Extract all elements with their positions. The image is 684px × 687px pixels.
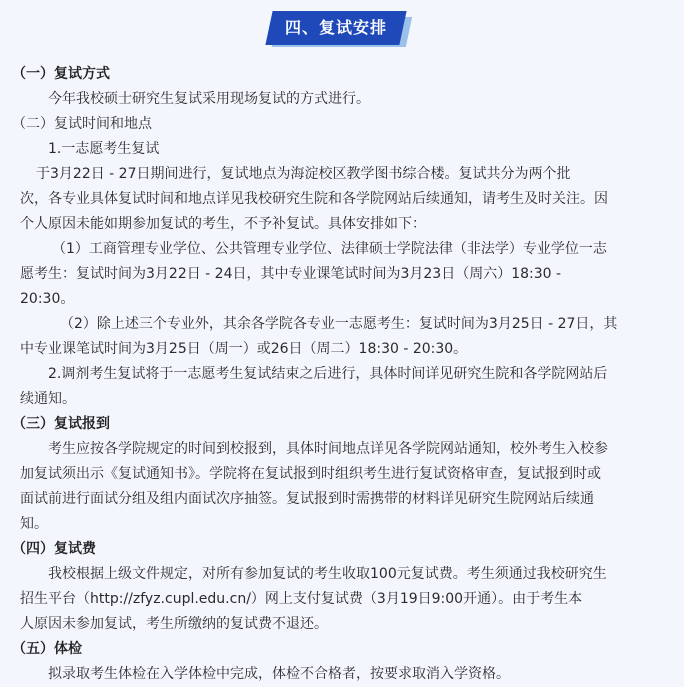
- section-banner: [267, 9, 417, 51]
- paragraph-line: （1）工商管理专业学位、公共管理专业学位、法律硕士学院法律（非法学）专业学位一志: [52, 241, 607, 257]
- paragraph-line: 招生平台（http://zfyz.cupl.edu.cn/）网上支付复试费（3月19日9:00开通）。由于考生本: [20, 591, 583, 607]
- paragraph-line: 愿考生：复试时间为3月22日 - 24日，其中专业课笔试时间为3月23日（周六）18:30 -: [20, 266, 562, 282]
- paragraph-line: 知。: [20, 516, 48, 532]
- paragraph-line: 1.一志愿考生复试: [48, 141, 160, 157]
- section-heading: （五）体检: [12, 641, 82, 657]
- section-heading: （一）复试方式: [12, 66, 110, 82]
- paragraph-line: 人原因未参加复试，考生所缴纳的复试费不退还。: [20, 616, 328, 632]
- paragraph-line: 考生应按各学院规定的时间到校报到，具体时间地点详见各学院网站通知，校外考生入校参: [48, 441, 608, 457]
- paragraph-line: 中专业课笔试时间为3月25日（周一）或26日（周二）18:30 - 20:30。: [20, 341, 468, 357]
- paragraph-line: 次，各专业具体复试时间和地点详见我校研究生院和各学院网站后续通知，请考生及时关注。因: [20, 191, 608, 207]
- paragraph-line: 20:30。: [20, 291, 75, 307]
- paragraph-line: 于3月22日 - 27日期间进行，复试地点为海淀校区教学图书综合楼。复试共分为两个批: [36, 166, 571, 182]
- section-heading: （四）复试费: [12, 541, 96, 557]
- document-body: [12, 62, 674, 687]
- paragraph-line: 拟录取考生体检在入学体检中完成，体检不合格者，按要求取消入学资格。: [48, 666, 510, 682]
- paragraph-line: 今年我校硕士研究生复试采用现场复试的方式进行。: [48, 91, 370, 107]
- section-heading: （三）复试报到: [12, 416, 110, 432]
- paragraph-line: 我校根据上级文件规定，对所有参加复试的考生收取100元复试费。考生须通过我校研究生: [48, 566, 607, 582]
- paragraph-line: 个人原因未能如期参加复试的考生，不予补复试。具体安排如下：: [20, 216, 426, 232]
- paragraph-line: 加复试须出示《复试通知书》。学院将在复试报到时组织考生进行复试资格审查，复试报到时或: [20, 466, 601, 482]
- paragraph-line: 续通知。: [20, 391, 76, 407]
- paragraph-line: （2）除上述三个专业外，其余各学院各专业一志愿考生：复试时间为3月25日 - 27日，其: [60, 316, 618, 332]
- paragraph-line: （二）复试时间和地点: [12, 116, 152, 132]
- paragraph-line: 面试前进行面试分组及组内面试次序抽签。复试报到时需携带的材料详见研究生院网站后续通: [20, 491, 594, 507]
- paragraph-line: 2.调剂考生复试将于一志愿考生复试结束之后进行，具体时间详见研究生院和各学院网站后: [48, 366, 608, 382]
- section-title: 四、复试安排: [284, 18, 387, 37]
